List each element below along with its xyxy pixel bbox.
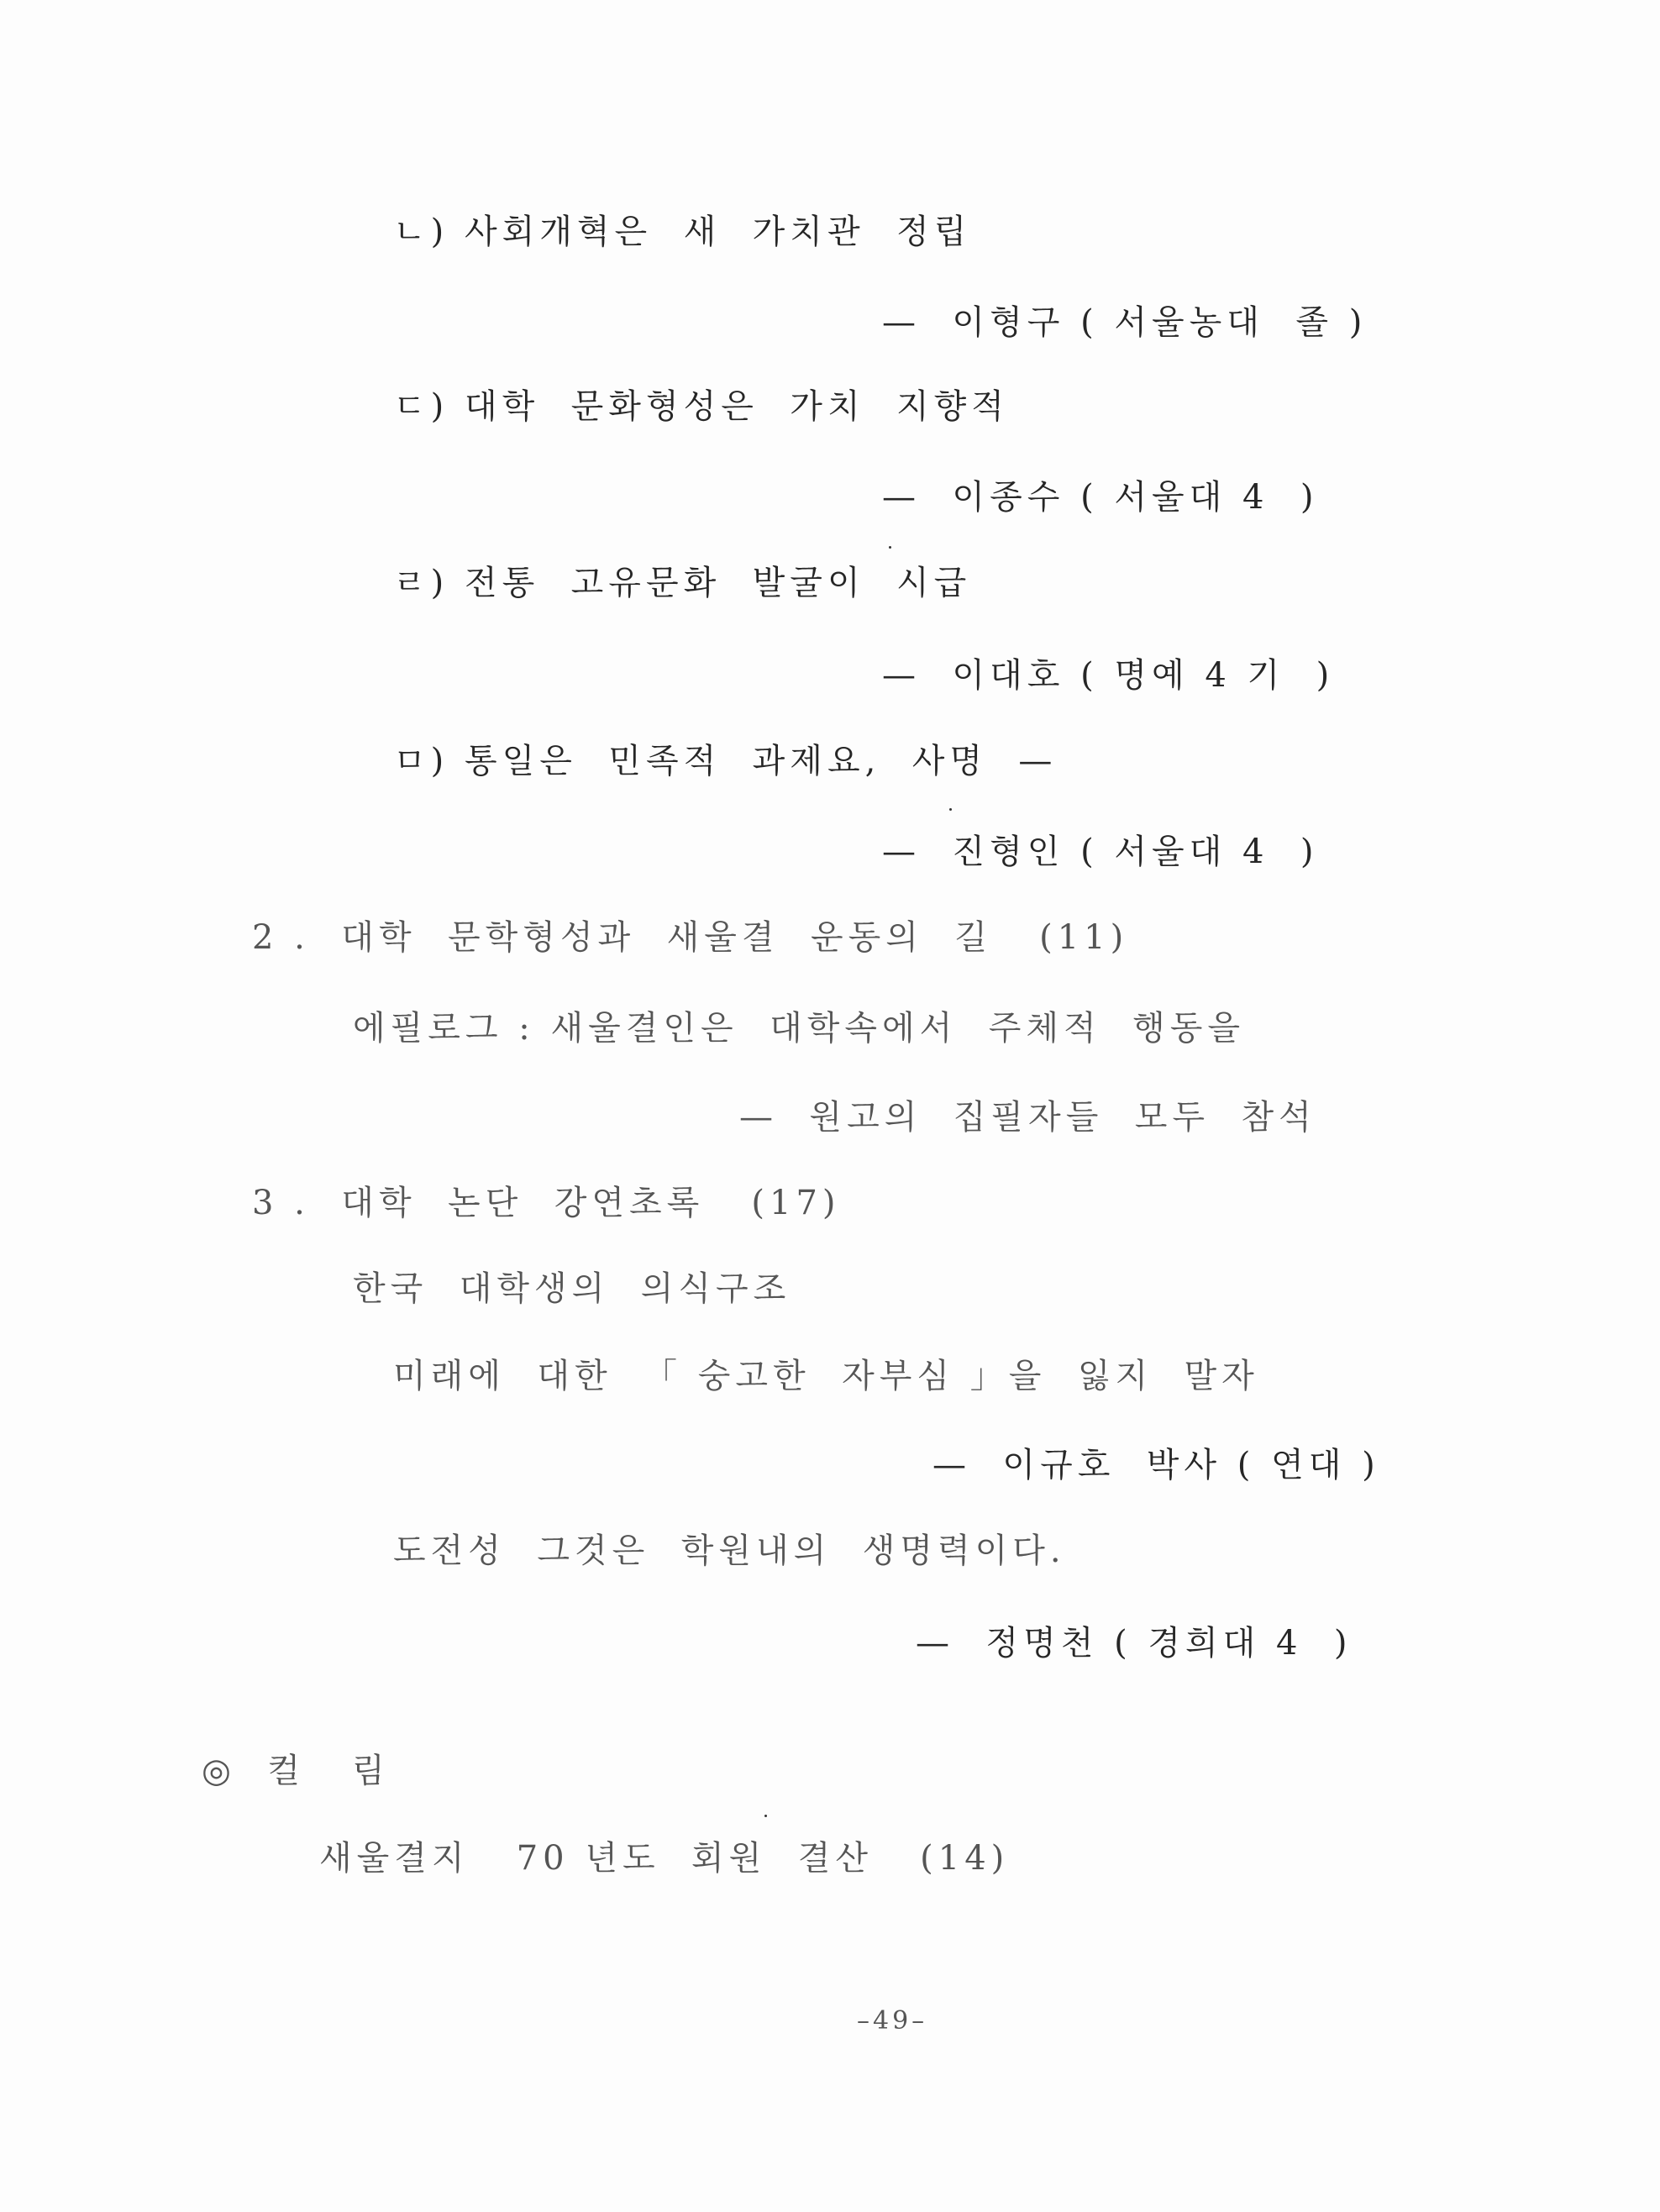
item-social-reform-heading: ㄴ) 사회개혁은 새 가치관 정립	[393, 213, 972, 251]
item-university-culture-heading: ㄷ) 대학 문화형성은 가치 지향적	[393, 387, 1009, 426]
item-social-reform-author: — 이형구 ( 서울농대 졸 )	[882, 303, 1368, 342]
scan-speck	[949, 808, 952, 811]
item-tradition-author: — 이대호 ( 명예 4 기 )	[882, 656, 1335, 695]
section-3-essay-author: — 정명천 ( 경희대 4 )	[916, 1624, 1353, 1663]
section-3-lecture-author: — 이규호 박사 ( 연대 )	[932, 1446, 1380, 1484]
column-heading: ◎ 컬 림	[202, 1752, 390, 1790]
section-3-subtitle: 한국 대학생의 의식구조	[353, 1269, 791, 1308]
scan-speck	[889, 546, 891, 549]
column-item: 새울결지 70 년도 회원 결산 (14)	[319, 1839, 1010, 1878]
section-2-author: — 원고의 집필자들 모두 참석	[739, 1098, 1316, 1137]
scan-speck	[764, 1815, 767, 1817]
section-3-lecture-title: 미래에 대한 「 숭고한 자부심 」을 잃지 말자	[393, 1357, 1259, 1395]
item-university-culture-author: — 이종수 ( 서울대 4 )	[882, 478, 1319, 517]
section-2-heading: 2 . 대학 문학형성과 새울결 운동의 길 (11)	[252, 918, 1129, 957]
item-unification-heading: ㅁ) 통일은 민족적 과제요, 사명 —	[393, 742, 1058, 780]
section-3-heading: 3 . 대학 논단 강연초록 (17)	[252, 1184, 841, 1222]
item-tradition-heading: ㄹ) 전통 고유문화 발굴이 시급	[393, 564, 972, 602]
section-2-epilogue: 에필로그 : 새울결인은 대학속에서 주체적 행동을	[353, 1009, 1245, 1048]
section-3-essay-title: 도전성 그것은 학원내의 생명력이다.	[393, 1532, 1066, 1570]
item-unification-author: — 진형인 ( 서울대 4 )	[882, 833, 1319, 871]
page-number: –49–	[857, 2006, 928, 2036]
